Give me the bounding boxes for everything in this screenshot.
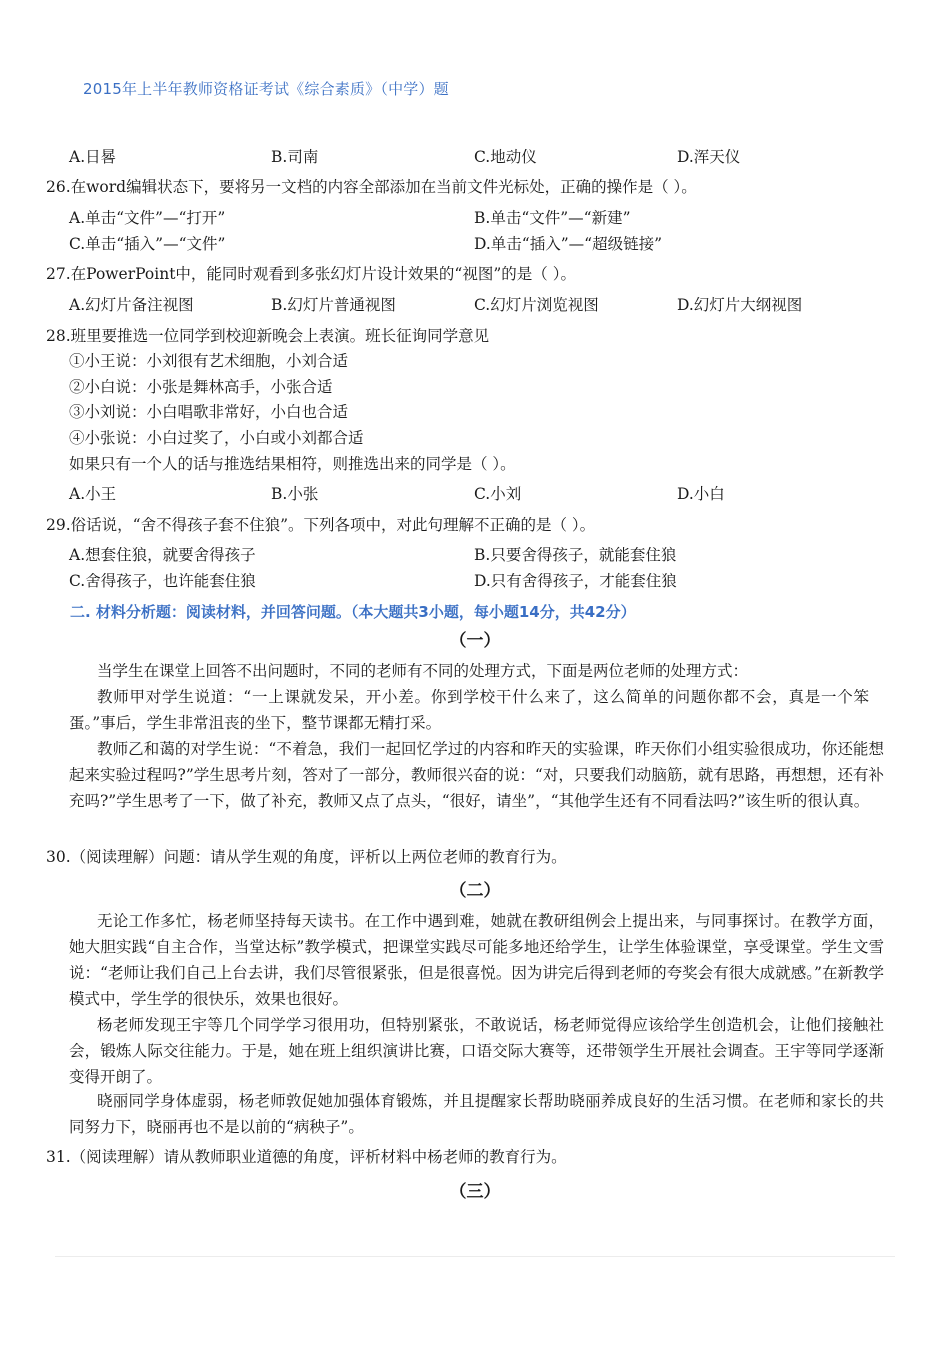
part-1-paragraph-2: [69, 684, 869, 736]
question-27-stem: 27.在PowerPoint中，能同时观看到多张幻灯片设计效果的“视图”的是（ ）。: [46, 265, 576, 283]
option-c: C.幻灯片浏览视图: [474, 296, 599, 314]
question-26-stem: 26.在word编辑状态下，要将另一文档的内容全部添加在当前文件光标处，正确的操作是（ ）。: [46, 178, 697, 196]
option-b: B.司南: [271, 148, 319, 166]
q26-options-row1: [0, 206, 950, 230]
option-b: B.单击“文件”—“新建”: [474, 209, 631, 227]
paragraph-text: 教师甲对学生说道：“一上课就发呆，开小差。你到学校干什么来了，这么简单的问题你都不会，真是一个笨蛋。”事后，学生非常沮丧的坐下，整节课都无精打采。: [69, 688, 869, 732]
q28-options: [0, 482, 950, 506]
part-3-label: （三）: [449, 1182, 501, 1202]
option-d: D.浑天仪: [677, 148, 741, 166]
part-2-paragraph-2: 杨老师发现王宇等几个同学学习很用功，但特别紧张，不敢说话，杨老师觉得应该给学生创造机会，让他们接触社会，锻炼人际交往能力。于是，她在班上组织演讲比赛，口语交际大赛等，还带领学生开展社会调查。王宇等同学逐渐变得开朗了。: [69, 1016, 884, 1086]
option-c: C.地动仪: [474, 148, 537, 166]
option-a: A.日晷: [69, 148, 117, 166]
option-c: C.舍得孩子，也许能套住狼: [69, 572, 256, 590]
q26-options-row2: [0, 232, 950, 256]
part-2-paragraph-1: 无论工作多忙，杨老师坚持每天读书。在工作中遇到难，她就在教研组例会上提出来，与同事探讨。在教学方面，她大胆实践“自主合作，当堂达标”教学模式，把课堂实践尽可能多地还给学生，让学生体验课堂，享受课堂。学生文雪说：“老师让我们自己上台去讲，我们尽管很紧张，但是很喜悦。因为讲完后得到老师的夸奖会有很大成就感。”在新教学模式中，学生学的很快乐，效果也很好。: [69, 912, 884, 1008]
part-1-paragraph-1: 当学生在课堂上回答不出问题时，不同的老师有不同的处理方式，下面是两位老师的处理方式：: [97, 662, 749, 680]
section-2-title: 二. 材料分析题：阅读材料，并回答问题。（本大题共3小题，每小题14分，共42分）: [70, 603, 636, 621]
paragraph-text: 教师乙和蔼的对学生说：“不着急，我们一起回忆学过的内容和昨天的实验课，昨天你们小组实验很成功，你还能想起来实验过程吗?”学生思考片刻，答对了一部分，教师很兴奋的说：“对，只要我们动脑筋，就有思路，再想想，还有补充吗?”学生思考了一下，做了补充，教师又点了点头，“很好，请坐”，“其他学生还有不同看法吗?”该生听的很认真。: [69, 740, 884, 810]
option-a: A.想套住狼，就要舍得孩子: [69, 546, 256, 564]
question-31: 31.（阅读理解）请从教师职业道德的角度，评析材料中杨老师的教育行为。: [46, 1148, 567, 1166]
part-1-label: （一）: [449, 631, 501, 651]
option-b: B.幻灯片普通视图: [271, 296, 396, 314]
option-d: D.单击“插入”—“超级链接”: [474, 235, 662, 253]
option-b: B.只要舍得孩子，就能套住狼: [474, 546, 677, 564]
q28-statement-4: ④小张说：小白过奖了，小白或小刘都合适: [69, 429, 364, 447]
option-b: B.小张: [271, 485, 319, 503]
question-28-stem: 28.班里要推选一位同学到校迎新晚会上表演。班长征询同学意见: [46, 327, 490, 345]
q25-options: [0, 145, 950, 169]
option-d: D.小白: [677, 485, 725, 503]
q28-question: 如果只有一个人的话与推选结果相符，则推选出来的同学是（ ）。: [69, 455, 516, 473]
option-c: C.单击“插入”—“文件”: [69, 235, 226, 253]
question-29-stem: 29.俗话说，“舍不得孩子套不住狼”。下列各项中，对此句理解不正确的是（ ）。: [46, 516, 596, 534]
option-d: D.幻灯片大纲视图: [677, 296, 803, 314]
option-a: A.单击“文件”—“打开”: [69, 209, 226, 227]
part-2-label: （二）: [449, 881, 501, 901]
q28-statement-1: ①小王说：小刘很有艺术细胞，小刘合适: [69, 352, 349, 370]
option-a: A.幻灯片备注视图: [69, 296, 194, 314]
q28-statement-2: ②小白说：小张是舞林高手，小张合适: [69, 378, 333, 396]
part-1-paragraph-3: [69, 736, 884, 814]
q29-options-row1: [0, 543, 950, 567]
document-header: 2015年上半年教师资格证考试《综合素质》（中学）题: [83, 80, 449, 98]
q28-statement-3: ③小刘说：小白唱歌非常好，小白也合适: [69, 403, 349, 421]
question-30: 30.（阅读理解）问题：请从学生观的角度，评析以上两位老师的教育行为。: [46, 848, 567, 866]
option-c: C.小刘: [474, 485, 522, 503]
q27-options: [0, 293, 950, 317]
option-a: A.小王: [69, 485, 117, 503]
footer-divider: [55, 1256, 895, 1257]
option-d: D.只有舍得孩子，才能套住狼: [474, 572, 677, 590]
part-2-paragraph-3: 晓丽同学身体虚弱，杨老师敦促她加强体育锻炼，并且提醒家长帮助晓丽养成良好的生活习惯。在老师和家长的共同努力下，晓丽再也不是以前的“病秧子”。: [69, 1092, 884, 1136]
q29-options-row2: [0, 569, 950, 593]
